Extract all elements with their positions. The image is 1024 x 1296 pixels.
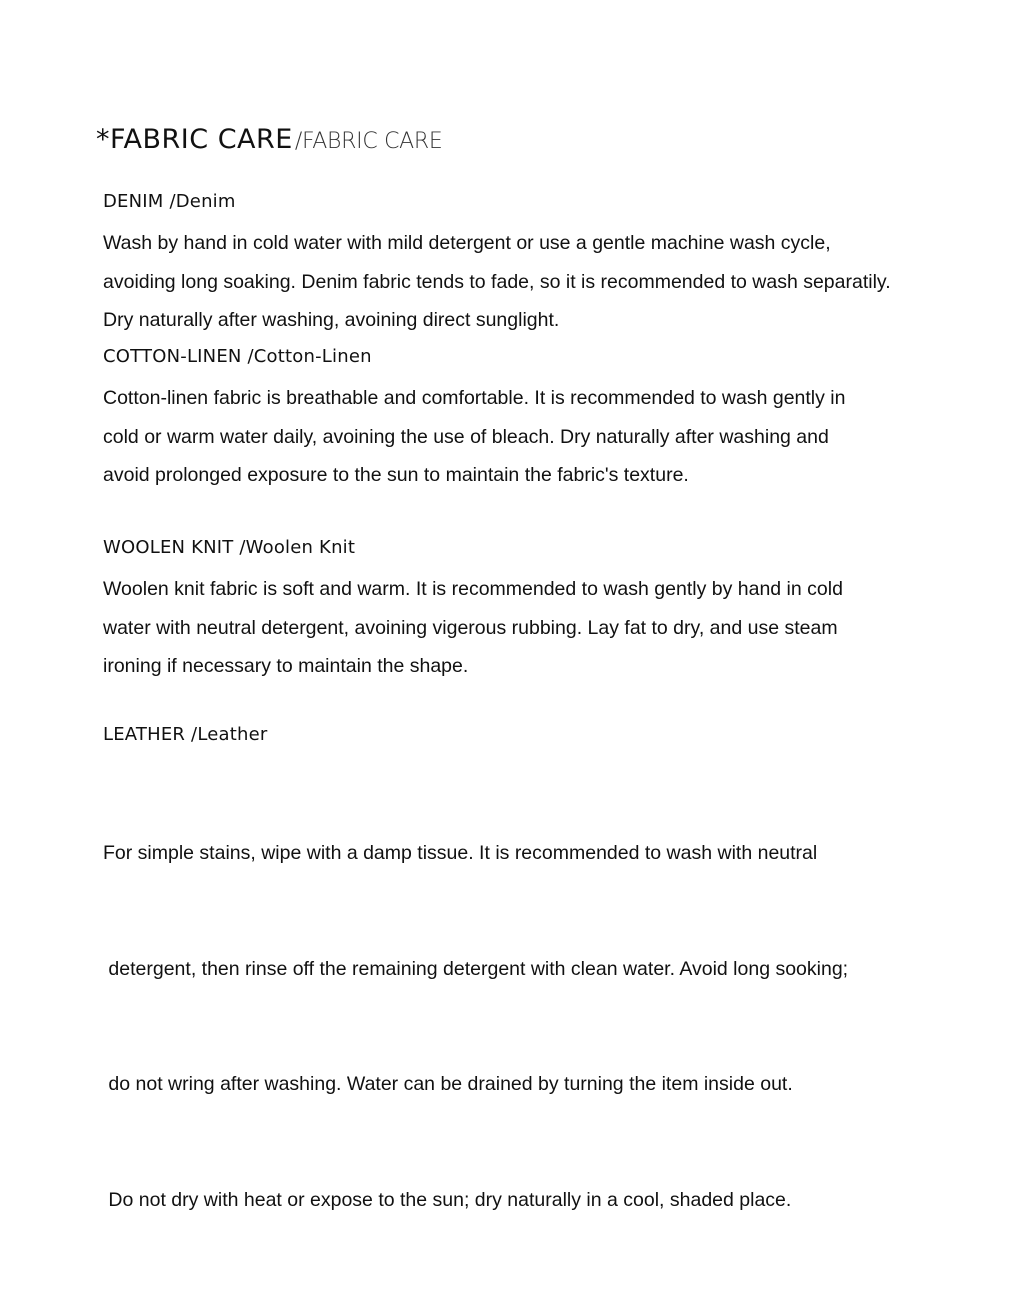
body-line: ironing if necessary to maintain the shape. [103, 655, 469, 677]
body-line: Wash by hand in cold water with mild detergent or use a gentle machine wash cycle, [103, 232, 831, 254]
section-heading-label: WOOLEN KNIT [103, 537, 234, 558]
section-heading-sub: /Leather [185, 724, 268, 745]
body-line: Cotton-linen fabric is breathable and comfortable. It is recommended to wash gently in [103, 387, 846, 409]
body-line: detergent, then rinse off the remaining detergent with clean water. Avoid long sooking; [103, 957, 849, 980]
body-line: cold or warm water daily, avoining the use of bleach. Dry naturally after washing and [103, 425, 829, 448]
section-heading-woolen-knit [103, 536, 963, 560]
section-heading-leather [103, 723, 963, 747]
section-heading-label: LEATHER [103, 724, 186, 745]
section-body-leather [103, 757, 963, 1296]
section-heading-sub: /Denim [163, 191, 236, 212]
body-line: water with neutral detergent, avoining vigerous rubbing. Lay fat to dry, and use steam [103, 616, 838, 639]
body-line: Do not dry with heat or expose to the sun; dry naturally in a cool, shaded place. [103, 1188, 792, 1211]
title-subtitle: /FABRIC CARE [294, 129, 443, 154]
section-heading-cotton-linen [103, 345, 963, 369]
section-heading-sub: /Woolen Knit [233, 537, 356, 558]
page-title [96, 124, 443, 155]
section-body-cotton-linen [103, 379, 963, 495]
section-heading-denim [103, 190, 963, 214]
section-leather [103, 723, 963, 1296]
body-line: avoiding long soaking. Denim fabric tends to fade, so it is recommended to wash separatily. [103, 270, 891, 293]
section-heading-sub: /Cotton-Linen [241, 346, 372, 367]
body-line: For simple stains, wipe with a damp tissue. It is recommended to wash with neutral [103, 842, 818, 864]
section-denim [103, 190, 963, 340]
section-heading-label: COTTON-LINEN [103, 346, 242, 367]
body-line: Woolen knit fabric is soft and warm. It is recommended to wash gently by hand in cold [103, 578, 843, 600]
section-woolen-knit [103, 536, 963, 686]
section-cotton-linen [103, 345, 963, 495]
section-body-woolen-knit [103, 570, 963, 686]
section-heading-label: DENIM [103, 191, 164, 212]
body-line: Dry naturally after washing, avoining direct sunglight. [103, 309, 560, 331]
body-line: avoid prolonged exposure to the sun to maintain the fabric's texture. [103, 464, 689, 486]
title-main: *FABRIC CARE [96, 124, 293, 155]
section-body-denim [103, 224, 963, 340]
body-line: do not wring after washing. Water can be drained by turning the item inside out. [103, 1073, 793, 1095]
